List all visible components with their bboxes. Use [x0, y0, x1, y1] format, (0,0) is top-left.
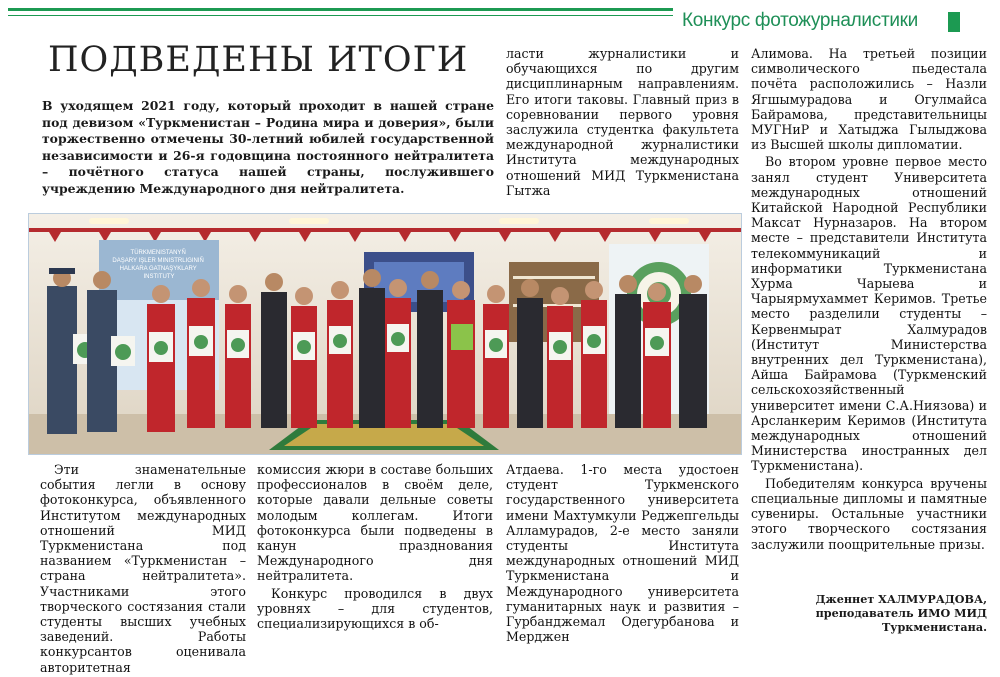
column-2-bottom [257, 462, 493, 633]
article-headline: ПОДВЕДЕНЫ ИТОГИ [48, 40, 469, 80]
paragraph: Конкурс проводился в двух уровнях – для студентов, специализирующихся в об- [257, 585, 493, 632]
paragraph: комиссия жюри в составе больших профессионалов в своём деле, которые давали дельные советы молодым коллегам. Итоги фотоконкурса были подведены в канун празднования Международного дня нейтралитета. [257, 462, 493, 584]
author-role: преподаватель ИМО МИД [815, 606, 987, 620]
header-rule-thick [8, 8, 673, 11]
column-3-bottom [506, 462, 739, 646]
paragraph: ласти журналистики и обучающихся по другим дисциплинарным направлениям. Его итоги таковы. Главный приз в соревновании первого уровня заслужила студентка факультета международной журналистики Института международных отношений МИД Туркменистана Гытжа [506, 46, 739, 198]
paragraph: Победителям конкурса вручены специальные дипломы и памятные сувениры. Остальные участники этого творческого состязания заслужили поощрительные призы. [751, 475, 987, 552]
photo-illustration [29, 214, 741, 454]
column-4 [751, 46, 987, 554]
article-lead: В уходящем 2021 году, который проходит в нашей стране под девизом «Туркменистан – Родина мира и доверия», были торжественно отмечены 30-летний юбилей государственной независимости и 26-я годовщина постоянного нейтралитета – почётного статуса нашей страны, послужившего учреждению Международного дня нейтралитета. [42, 98, 494, 196]
rubric-title: Конкурс фотожурналистики [682, 10, 918, 31]
rubric-marker [948, 12, 960, 32]
author-country: Туркменистана. [881, 620, 987, 634]
paragraph: Алимова. На третьей позиции символического пьедестала почёта расположились – Назли Ягшымурадова и Огулмайса Байрамова, представительницы МУГНиР и Хатыджа Гылыджова из Высшей школы дипломатии. [751, 46, 987, 153]
column-3-top [506, 46, 739, 200]
author-signature [751, 592, 987, 634]
paragraph: Эти знаменательные события легли в основу фотоконкурса, объявленного Институтом международных отношений МИД Туркменистана под названием «Туркменистан – страна нейтралитета». Участниками этого творческого состязания стали студенты высших учебных заведений. Работы конкурсантов оценивала авторитетная [40, 462, 246, 675]
ceremony-photo [28, 213, 742, 455]
banner-text: TÜRKMENISTANYŇ DAŞARY IŞLER MINISTRLIGINIŇ HALKARA GATNAŞYKLARY INSTITUTY [112, 250, 204, 280]
column-1-bottom [40, 462, 246, 677]
paragraph: Во втором уровне первое место занял студент Университета международных отношений Китайской Народной Республики Максат Нурназаров. На втором месте – представители Института телекоммуникаций и информатики Туркменистана Хурма Чарыева и Чарыярмухаммет Керимов. Третье место разделили студенты – Кервенмырат Халмурадов (Институт Министерства внутренних дел Туркменистана), Айша Байрамова (Туркменский сельскохозяйственный университет имени С.А.Ниязова) и Арсланкерим Керимов (Института международных отношений Министерства иностранных дел Туркменистана). [751, 154, 987, 474]
author-name: Дженнет ХАЛМУРАДОВА, [815, 592, 987, 606]
paragraph: Атдаева. 1-го места удостоен студент Туркменского государственного университета имени Махтумкули Реджепгельды Алламурадов, 2-е место заняли студенты Института международных отношений МИД Туркменистана и Международного университета гуманитарных наук и развития – Гурбанджемал Одегурбанова и Мерджен [506, 462, 739, 645]
header-rule-thin [8, 15, 673, 16]
